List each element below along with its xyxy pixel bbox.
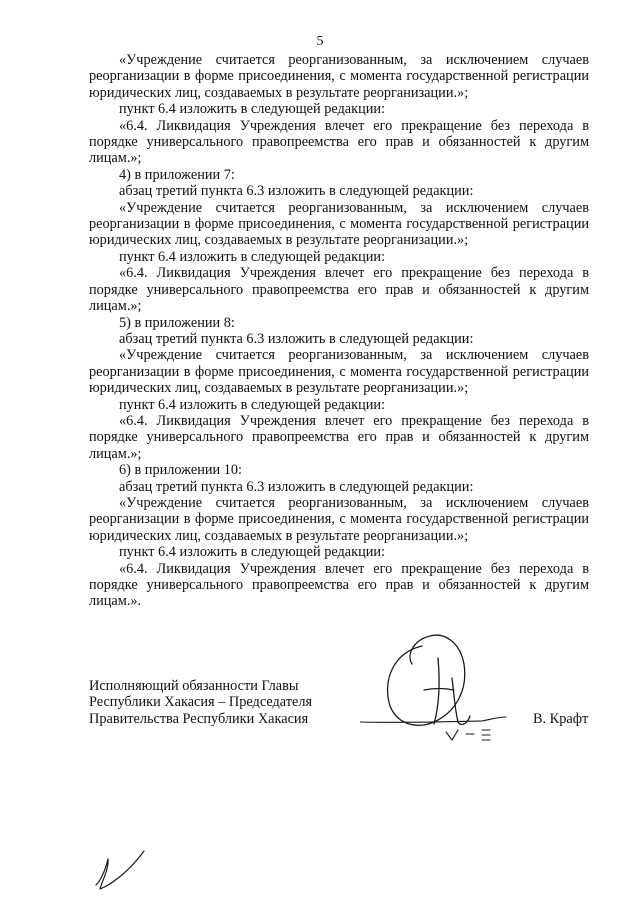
paragraph: «6.4. Ликвидация Учреждения влечет его прекращение без перехода в порядке универсального правопреемства его прав и обязанностей к другим лицам.»;	[89, 117, 589, 167]
paragraph: «6.4. Ликвидация Учреждения влечет его прекращение без перехода в порядке универсального правопреемства его прав и обязанностей к другим лицам.».	[89, 560, 589, 610]
paragraph: «Учреждение считается реорганизованным, за исключением случаев реорганизации в форме присоединения, с момента государственной регистрации юридических лиц, создаваемых в результате реорганизации.»;	[89, 494, 589, 544]
signatory-title-line: Исполняющий обязанности Главы	[89, 678, 299, 694]
paragraph: пункт 6.4 изложить в следующей редакции:	[119, 248, 386, 265]
paragraph: «6.4. Ликвидация Учреждения влечет его прекращение без перехода в порядке универсального правопреемства его прав и обязанностей к другим лицам.»;	[89, 265, 589, 315]
signatory-title-line: Правительства Республики Хакасия	[89, 710, 309, 727]
initials-mark	[88, 845, 152, 895]
paragraph: «Учреждение считается реорганизованным, за исключением случаев реорганизации в форме присоединения, с момента государственной регистрации юридических лиц, создаваемых в результате реорганизации.»;	[89, 199, 589, 249]
paragraph: абзац третий пункта 6.3 изложить в следующей редакции:	[119, 330, 474, 347]
paragraph: 5) в приложении 8:	[119, 314, 235, 331]
paragraph: пункт 6.4 изложить в следующей редакции:	[119, 396, 386, 413]
paragraph: абзац третий пункта 6.3 изложить в следующей редакции:	[119, 183, 474, 200]
paragraph: «Учреждение считается реорганизованным, за исключением случаев реорганизации в форме присоединения, с момента государственной регистрации юридических лиц, создаваемых в результате реорганизации.»;	[89, 52, 589, 101]
paragraph: пункт 6.4 изложить в следующей редакции:	[119, 101, 386, 118]
paragraph: «6.4. Ликвидация Учреждения влечет его прекращение без перехода в порядке универсального правопреемства его прав и обязанностей к другим лицам.»;	[89, 412, 589, 462]
paragraph: 4) в приложении 7:	[119, 166, 235, 183]
document-body	[89, 52, 589, 610]
paragraph: 6) в приложении 10:	[119, 462, 243, 479]
paragraph: «Учреждение считается реорганизованным, за исключением случаев реорганизации в форме присоединения, с момента государственной регистрации юридических лиц, создаваемых в результате реорганизации.»;	[89, 347, 589, 397]
handwritten-signature	[360, 618, 520, 768]
signatory-title-line: Республики Хакасия – Председателя	[89, 694, 313, 711]
paragraph: пункт 6.4 изложить в следующей редакции:	[119, 544, 386, 561]
signatory-title	[89, 678, 329, 727]
paragraph: абзац третий пункта 6.3 изложить в следующей редакции:	[119, 478, 474, 495]
page-number: 5	[316, 34, 324, 49]
signatory-name: В. Крафт	[533, 711, 589, 727]
